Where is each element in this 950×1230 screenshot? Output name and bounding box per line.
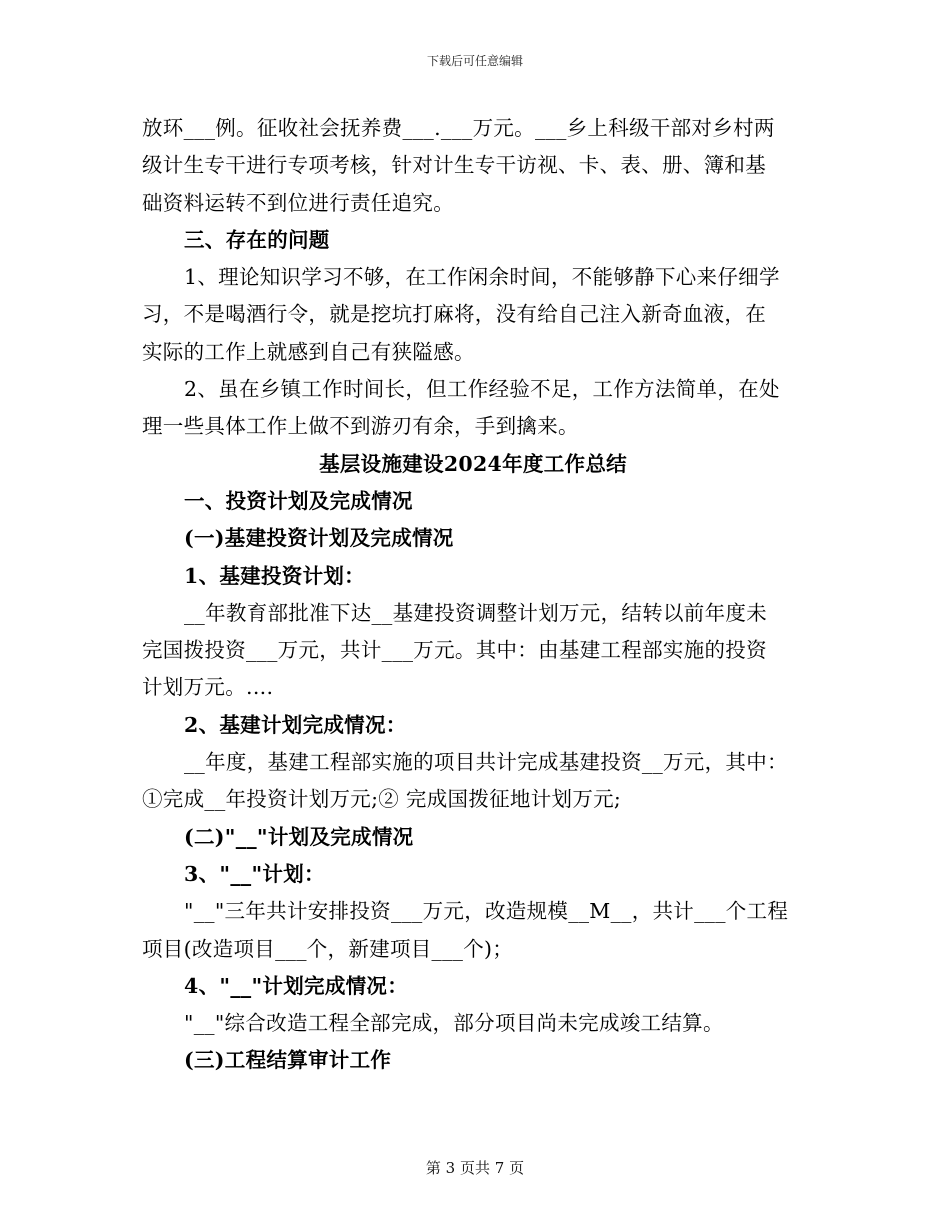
text-line: 习，不是喝酒行令，就是挖坑打麻将，没有给自己注入新奇血液，在 (142, 302, 766, 327)
text-line: 项目(改造项目___个，新建项目___个)； (142, 936, 514, 961)
text-line: 计划万元。.... (142, 675, 274, 700)
text-line: "__"三年共计安排投资___万元，改造规模__M__，共计___个工程 (184, 899, 789, 924)
item-heading: 4、"__"计划完成情况： (184, 973, 409, 998)
document-body (142, 110, 804, 1080)
text-line: "__"综合改造工程全部完成，部分项目尚未完成竣工结算。 (184, 1011, 724, 1036)
item-heading: 1、基建投资计划： (184, 563, 365, 588)
text-line: 1、理论知识学习不够，在工作闲余时间，不能够静下心来仔细学 (184, 265, 780, 290)
text-line: 础资料运转不到位进行责任追究。 (142, 190, 454, 215)
text-line: __年度，基建工程部实施的项目共计完成基建投资__万元，其中： (184, 750, 788, 775)
text-line: 实际的工作上就感到自己有狭隘感。 (142, 339, 475, 364)
subsection-heading: (二)"__"计划及完成情况 (184, 824, 414, 849)
page-header: 下载后可任意编辑 (426, 54, 523, 68)
text-line: 理一些具体工作上做不到游刃有余，手到擒来。 (142, 414, 579, 439)
item-heading: 2、基建计划完成情况： (184, 712, 407, 737)
text-line: 完国拨投资___万元，共计___万元。其中：由基建工程部实施的投资 (142, 638, 767, 663)
subsection-heading: (一)基建投资计划及完成情况 (184, 526, 454, 551)
page-footer: 第 3 页共 7 页 (425, 1159, 525, 1177)
section-heading: 三、存在的问题 (184, 227, 330, 252)
document-title: 基层设施建设2024年度工作总结 (319, 451, 627, 476)
text-line: 级计生专干进行专项考核，针对计生专干访视、卡、表、册、簿和基 (142, 153, 766, 178)
text-line: 2、虽在乡镇工作时间长，但工作经验不足，工作方法简单，在处 (184, 377, 780, 402)
section-heading: 一、投资计划及完成情况 (184, 488, 413, 513)
text-line: ①完成__年投资计划万元;② 完成国拨征地计划万元; (142, 787, 622, 812)
text-line: __年教育部批准下达__基建投资调整计划万元，结转以前年度未 (184, 600, 767, 625)
subsection-heading: (三)工程结算审计工作 (184, 1048, 392, 1073)
text-line: 放环___例。征收社会抚养费___.___万元。___乡上科级干部对乡村两 (142, 116, 775, 140)
item-heading: 3、"__"计划： (184, 861, 325, 886)
